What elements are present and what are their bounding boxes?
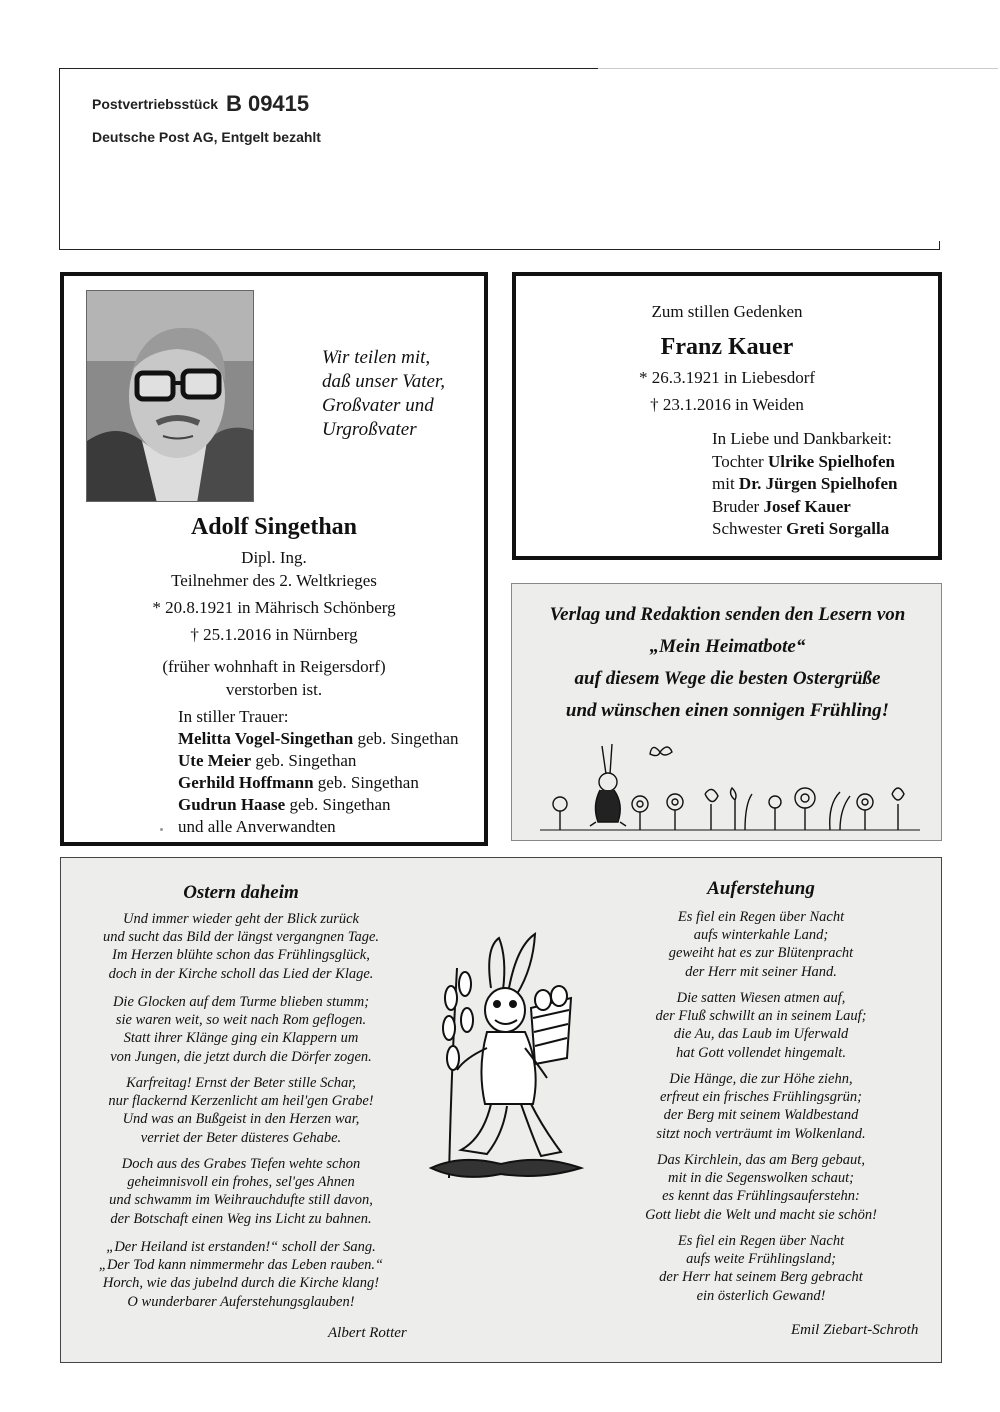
poem-line: doch in der Kirche scholl das Lied der Klage. (108, 965, 374, 982)
poem-line: Horch, wie das jubelnd durch die Kirche klang! (102, 1275, 380, 1292)
deceased-name: Franz Kauer (660, 334, 794, 360)
intro-line: Urgroßvater (322, 419, 417, 440)
poem-line: und schwamm im Weihrauchdufte still davon, (109, 1192, 373, 1209)
intro-line: Großvater und (322, 395, 434, 416)
birth-date: * 26.3.1921 in Liebesdorf (638, 368, 816, 387)
postal-line-2: Deutsche Post AG, Entgelt bezahlt (92, 129, 321, 145)
poem-line: der Herr mit seiner Hand. (685, 963, 837, 980)
poem-line: sitzt noch verträumt im Wolkenland. (656, 1125, 866, 1142)
poem-line: Die satten Wiesen atmen auf, (676, 990, 846, 1006)
intro-line: Wir teilen mit, (322, 347, 431, 368)
obituary-intro (322, 346, 445, 442)
intro-line: daß unser Vater, (322, 371, 445, 392)
mourner: Gudrun Haase geb. Singethan (178, 795, 391, 814)
obituary-kauer (512, 272, 942, 560)
postal-corner-tick (939, 241, 941, 249)
poem-line: der Herr hat seinem Berg gebracht (659, 1269, 863, 1286)
deceased-title: Dipl. Ing. (241, 548, 307, 567)
greeting-line: und wünschen einen sonnigen Frühling! (565, 700, 890, 721)
postal-code: B 09415 (225, 91, 310, 116)
poem2-stanza (621, 1070, 901, 1143)
speck (160, 828, 163, 831)
poem-line: Im Herzen blühte schon das Frühlingsglück, (112, 947, 370, 964)
poem-line: sie waren weit, so weit nach Rom geflogen. (115, 1012, 367, 1029)
poems-box (60, 857, 942, 1363)
poem1-stanza (81, 1074, 401, 1147)
mourner: Gerhild Hoffmann geb. Singethan (178, 773, 419, 792)
mourner: Melitta Vogel-Singethan geb. Singethan (178, 729, 459, 748)
postal-header-box (59, 68, 940, 250)
easter-bunny-illustration (421, 928, 591, 1188)
poem-line: aufs winterkahle Land; (693, 927, 829, 944)
poem-line: Statt ihrer Klänge ging ein Klappern um (123, 1030, 359, 1047)
greeting-line: auf diesem Wege die besten Ostergrüße (574, 668, 881, 689)
poem2-stanza (621, 908, 901, 981)
mourners-intro: In stiller Trauer: (178, 707, 289, 726)
mourner: Ute Meier geb. Singethan (178, 751, 357, 770)
poem-line: Doch aus des Grabes Tiefen wehte schon (121, 1156, 361, 1172)
poem-line: Es fiel ein Regen über Nacht (677, 909, 845, 925)
poem-line: der Botschaft einen Weg ins Licht zu bahnen. (110, 1210, 372, 1227)
obituary-singethan (60, 272, 488, 846)
poem1-author: Albert Rotter (328, 1325, 407, 1341)
portrait-photo (86, 290, 254, 502)
memorial-heading: Zum stillen Gedenken (651, 302, 803, 321)
poem2-stanza (621, 1151, 901, 1224)
poem-line: „Der Tod kann nimmermehr das Leben rauben.“ (98, 1257, 384, 1274)
easter-greeting-box (511, 583, 942, 841)
poem1-stanza (81, 1155, 401, 1228)
poem-line: nur flackernd Kerzenlicht am heil'gen Grabe! (108, 1093, 374, 1110)
poem-line: der Fluß schwillt an in seinem Lauf; (655, 1008, 867, 1025)
poem-line: Die Hänge, die zur Höhe ziehn, (669, 1071, 853, 1087)
poem2-stanza (621, 1232, 901, 1305)
family-member: Tochter Ulrike Spielhofen (712, 451, 895, 471)
family-list (712, 428, 897, 541)
poem-line: geheimnisvoll ein frohes, sel'ges Ahnen (127, 1174, 355, 1191)
mourners-end: und alle Anverwandten (178, 817, 336, 836)
birth-date: * 20.8.1921 in Mährisch Schönberg (152, 598, 396, 617)
poem-line: Gott liebt die Welt und macht sie schön! (645, 1206, 877, 1223)
poem-line: mit in die Segenswolken schaut; (667, 1170, 855, 1187)
greeting-line: „Mein Heimatbote“ (649, 636, 806, 657)
poem1-title: Ostern daheim (183, 882, 299, 903)
deceased-note: Teilnehmer des 2. Weltkrieges (171, 571, 377, 590)
family-member: mit Dr. Jürgen Spielhofen (712, 474, 898, 493)
poem-line: verriet der Beter düsteres Gehabe. (140, 1129, 342, 1146)
poem-line: Karfreitag! Ernst der Beter stille Schar, (126, 1075, 356, 1091)
poem-line: von Jungen, die jetzt durch die Dörfer zogen. (110, 1048, 372, 1065)
poem-line: Es fiel ein Regen über Nacht (677, 1233, 845, 1249)
poem-line: die Au, das Laub im Uferwald (673, 1026, 849, 1043)
poem-line: Und was an Bußgeist in den Herzen war, (122, 1111, 360, 1128)
death-date: † 25.1.2016 in Nürnberg (190, 625, 358, 644)
poem-line: ein österlich Gewand! (696, 1287, 826, 1304)
poem2-title: Auferstehung (707, 878, 815, 899)
poem1-stanza (81, 993, 401, 1066)
poem-line: geweiht hat es zur Blütenpracht (668, 945, 854, 962)
postal-line-1 (92, 91, 309, 117)
poem-line: aufs weite Frühlingsland; (686, 1251, 836, 1268)
family-member: Schwester Greti Sorgalla (712, 519, 890, 538)
poem-line: erfreut ein frisches Frühlingsgrün; (659, 1089, 863, 1106)
deceased-name: Adolf Singethan (190, 514, 358, 540)
former-residence: (früher wohnhaft in Reigersdorf) (162, 657, 386, 676)
family-member: Bruder Josef Kauer (712, 496, 851, 516)
poem-line: es kennt das Frühlingsauferstehn: (662, 1188, 860, 1205)
family-intro: In Liebe und Dankbarkeit: (712, 429, 892, 448)
poem1-stanza (81, 1238, 401, 1311)
poem2-stanza (621, 989, 901, 1062)
mourners-list (178, 706, 459, 838)
poem2-author: Emil Ziebart-Schroth (791, 1322, 919, 1338)
bunny-flowers-illustration (540, 734, 920, 834)
poem-line: der Berg mit seinem Waldbestand (663, 1107, 859, 1124)
death-date: † 23.1.2016 in Weiden (650, 395, 804, 414)
poem-line: hat Gott vollendet hingemalt. (676, 1044, 846, 1061)
poem-line: Und immer wieder geht der Blick zurück (123, 911, 359, 927)
postal-top-line (598, 68, 998, 69)
poem-line: „Der Heiland ist erstanden!“ scholl der Sang. (106, 1239, 376, 1255)
poem-line: und sucht das Bild der längst vergangnen Tage. (102, 929, 380, 946)
poem-line: Das Kirchlein, das am Berg gebaut, (657, 1152, 865, 1168)
postal-label: Postvertriebsstück (92, 96, 219, 112)
poem1-stanza (81, 910, 401, 983)
closing-text: verstorben ist. (225, 680, 323, 699)
poem-line: Die Glocken auf dem Turme blieben stumm; (112, 994, 370, 1010)
greeting-line: Verlag und Redaktion senden den Lesern von (549, 604, 906, 625)
poem-line: O wunderbarer Auferstehungsglauben! (127, 1293, 355, 1310)
